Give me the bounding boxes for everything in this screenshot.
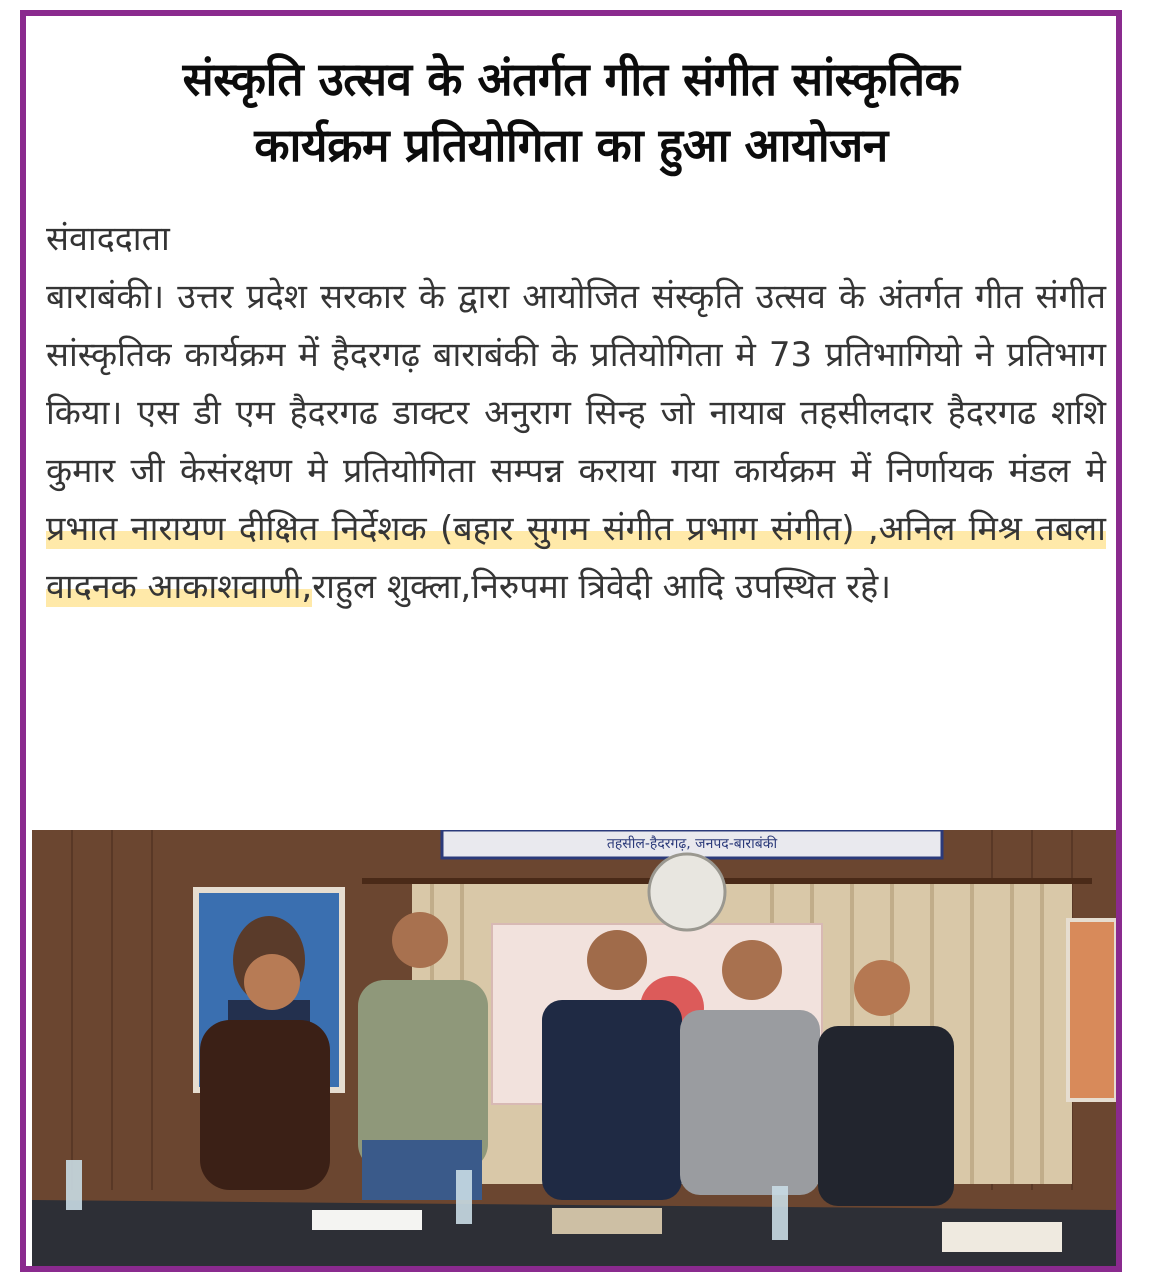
article-body: [46, 268, 1106, 616]
water-bottle: [66, 1160, 82, 1210]
headline: [26, 46, 1116, 178]
headline-line-2: कार्यक्रम प्रतियोगिता का हुआ आयोजन: [254, 118, 888, 172]
water-bottle: [772, 1186, 788, 1240]
headline-line-1: संस्कृति उत्सव के अंतर्गत गीत संगीत सांस्कृतिक: [182, 52, 960, 106]
article-body-highlight: प्रभात नारायण दीक्षित निर्देशक (बहार सुगम संगीत प्रभाग संगीत) ,अनिल मिश्र तबला वादनक आकाशवाणी,: [46, 509, 1106, 607]
article-body-part-2: राहुल शुक्ला,निरुपमा त्रिवेदी आदि उपस्थित रहे।: [312, 567, 892, 607]
newspaper-clipping: [20, 10, 1122, 1272]
article-body-part-1: बाराबंकी। उत्तर प्रदेश सरकार के द्वारा आयोजित संस्कृति उत्सव के अंतर्गत गीत संगीत सांस्कृतिक कार्यक्रम में हैदरगढ़ बाराबंकी के प्रतियोगिता मे 73 प्रतिभागियो ने प्रतिभाग किया। एस डी एम हैदरगढ डाक्टर अनुराग सिन्ह जो नायाब तहसीलदार हैदरगढ शशि कुमार जी केसंरक्षण मे प्रतियोगिता सम्पन्न कराया गया कार्यक्रम में निर्णायक मंडल मे: [46, 277, 1106, 491]
event-photo: [32, 830, 1116, 1272]
byline: संवाददाता: [46, 219, 170, 259]
water-bottle: [456, 1170, 472, 1224]
wall-fan: [649, 854, 725, 930]
portrait-frame-right: [1068, 920, 1116, 1100]
photo-banner-text: तहसील-हैदरगढ़, जनपद-बाराबंकी: [606, 836, 778, 852]
